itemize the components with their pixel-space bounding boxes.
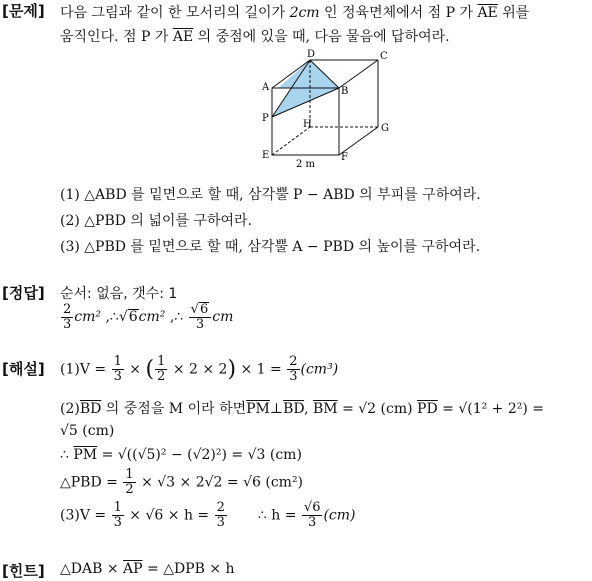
problem-line-1: 다음 그림과 같이 한 모서리의 길이가 2cm 인 정육면체에서 점 P 가 $\overline{AE}$ 위를 — [60, 5, 530, 21]
question-3: (3) △PBD 를 밑면으로 할 때, 삼각뿔 A − PBD 의 높이를 구하여라. — [60, 239, 481, 255]
label-h: H — [303, 119, 312, 130]
solution-line-1: (1)V = $\frac{1}{3}$ × ( $\frac{1}{2}$ × 2 × 2) × 1 = $\frac{2}{3}$ (cm³) — [60, 354, 339, 384]
cube-figure — [258, 46, 398, 170]
label-g: G — [381, 123, 389, 134]
answer-tag: [정답] — [2, 284, 45, 302]
label-a: A — [262, 82, 270, 93]
hint-tag: [힌트] — [2, 562, 45, 580]
edge-length-label: 2 m — [296, 159, 316, 170]
question-1: (1) △ABD 를 밑면으로 할 때, 삼각뿔 P − ABD 의 부피를 구하여라. — [60, 187, 481, 203]
solution-line-3: √5 (cm) — [60, 423, 115, 439]
label-p: P — [262, 113, 269, 124]
label-c: C — [380, 51, 388, 62]
label-b: B — [341, 86, 349, 97]
solution-tag: [해설] — [2, 360, 45, 378]
solution-line-2: $(2)\overline{BD}$ 의 중점을 M 이라 하면$\overline{PM}\perp\overline{BD}$, $\overline{BM} = √2$ (cm) $\overline{PD} = √(1^2 + 2^2)$ = — [60, 401, 545, 417]
question-2: (2) △PBD 의 넓이를 구하여라. — [60, 213, 252, 229]
answer-order-count: 순서: 없음, 갯수: 1 — [60, 286, 178, 302]
solution-line-5: △PBD = $\frac{1}{2}$ × √3 × 2√2 = √6 (cm²) — [60, 467, 304, 497]
hint-text: △DAB × $\overline{AP}$ = △DPB × h — [60, 561, 235, 577]
problem-tag: [문제] — [2, 2, 45, 20]
label-f: F — [341, 152, 348, 163]
solution-line-4: ∴ $\overline{PM} = √((√5)^2 - (√2)^2) = √3$ (cm) — [60, 447, 302, 463]
label-d: D — [307, 49, 316, 60]
label-e: E — [262, 150, 270, 161]
problem-line-2: 움직인다. 점 P 가 $\overline{AE}$ 의 중점에 있을 때, 다음 물음에 답하여라. — [60, 29, 450, 45]
answer-values: $\frac{2}{3}$ cm² ,∴√6cm² ,∴ $\frac{√6}{3}$ cm — [63, 301, 234, 332]
solution-line-6: (3)V = $\frac{1}{3}$ × √6 × h = $\frac{2}{3}$ ∴ h = $\frac{√6}{3}$ (cm) — [60, 500, 356, 530]
